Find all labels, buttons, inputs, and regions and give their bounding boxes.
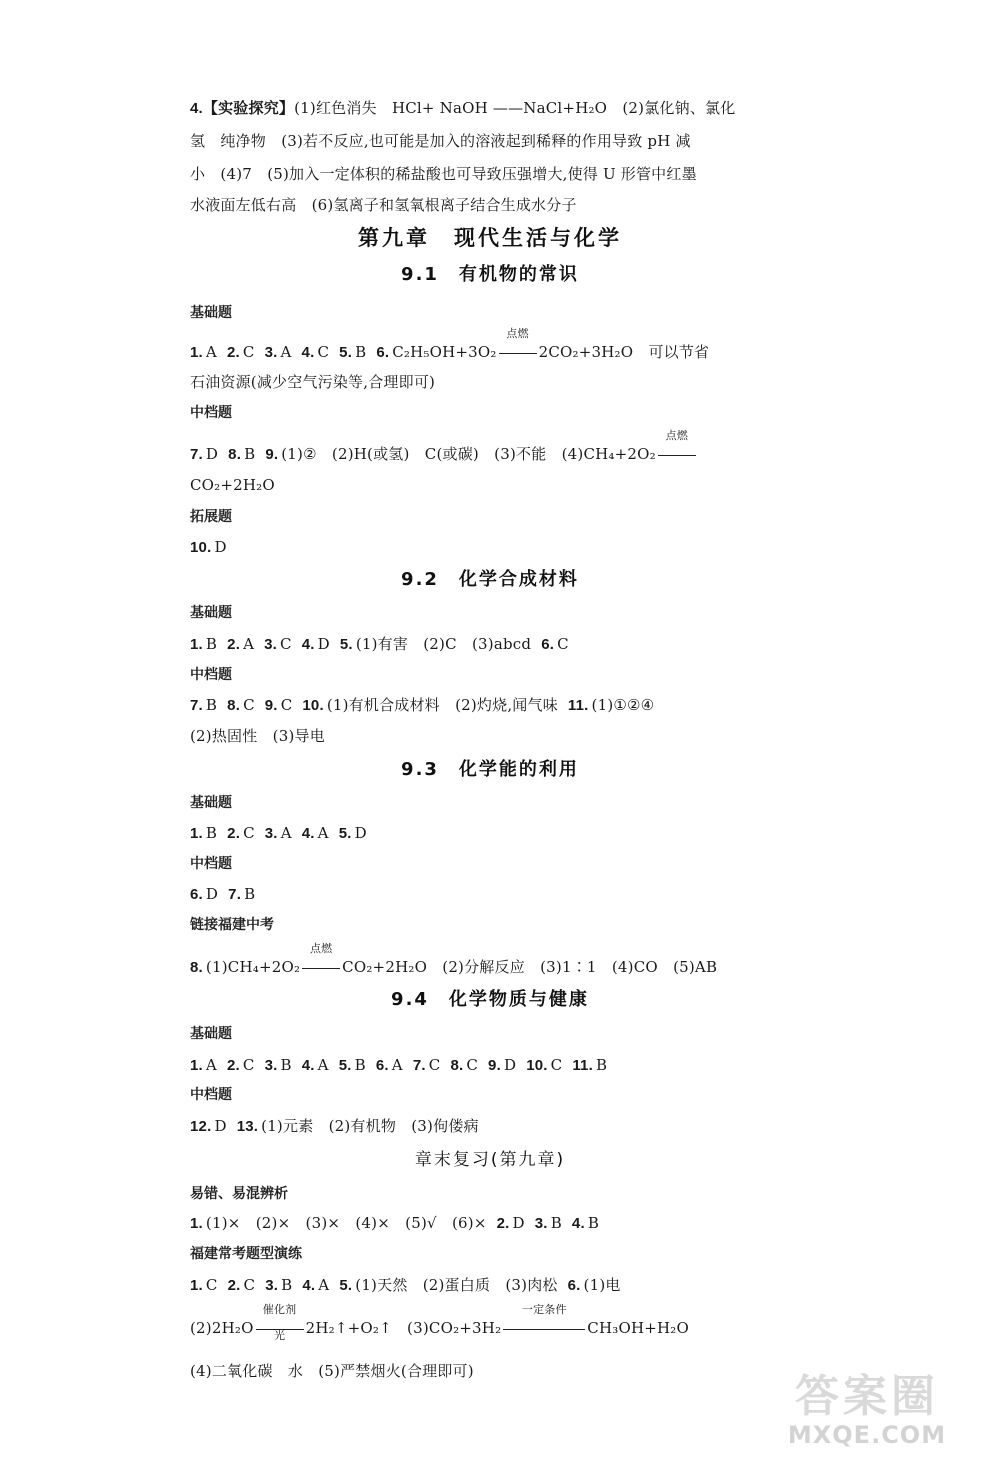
- answer-number: 3.: [264, 1057, 278, 1074]
- answer-value: B: [355, 343, 367, 361]
- answer-item: [227, 1055, 255, 1076]
- s93-mid-label: 中档题: [190, 856, 232, 872]
- answer-value: B: [280, 1056, 292, 1074]
- rv-cond2: 一定条件: [521, 1303, 567, 1316]
- answer-value: A: [317, 824, 329, 842]
- q9-num: 9.: [265, 446, 279, 463]
- answer-number: 2.: [227, 825, 241, 842]
- answer-value: B: [595, 1056, 608, 1074]
- rv-l3-b: 2H₂↑+O₂↑ (3)CO₂+3H₂: [305, 1319, 502, 1337]
- answer-value: D: [214, 1117, 227, 1135]
- answer-item: [227, 695, 255, 716]
- answer-item: [376, 1055, 403, 1076]
- answer-number: 1.: [190, 1215, 203, 1232]
- s91-mid-label: 中档题: [190, 405, 232, 421]
- answer-number: 8.: [450, 1057, 464, 1074]
- answer-item: [228, 1275, 256, 1296]
- answer-value: B: [354, 1056, 366, 1074]
- review-fj-line: [190, 1275, 790, 1296]
- answer-number: 7.: [228, 886, 242, 903]
- answer-item: [497, 1213, 525, 1234]
- answer-item: [413, 1055, 441, 1076]
- answer-value: D: [503, 1056, 517, 1074]
- answer-number: 7.: [190, 697, 203, 714]
- answer-item: [302, 823, 329, 844]
- answer-value: (1)①②④: [591, 696, 655, 714]
- answer-value: (1)有机合成材料 (2)灼烧,闻气味: [326, 696, 558, 714]
- watermark-text: 答案圈: [795, 1371, 939, 1422]
- answer-number: 5.: [338, 825, 352, 842]
- answer-number: 2.: [226, 1057, 240, 1074]
- answer-value: D: [512, 1214, 525, 1232]
- answer-value: C: [557, 635, 569, 653]
- answer-number: 2.: [227, 636, 241, 653]
- review-fj-line-3: (4)二氧化碳 水 (5)严禁烟火(合理即可): [190, 1362, 474, 1380]
- q4-lead: 4.【实验探究】: [190, 100, 295, 117]
- q4-text-1: (1)红色消失 HCl+ NaOH ——NaCl+H₂O (2)氯化钠、氯化: [294, 99, 736, 117]
- watermark-url: MXQE.COM: [787, 1421, 947, 1449]
- answer-number: 9.: [488, 1057, 501, 1074]
- answer-value: C: [280, 696, 293, 714]
- answer-item: [228, 444, 255, 465]
- answer-value: (1)天然 (2)蛋白质 (3)肉松: [355, 1276, 558, 1294]
- q4-line-2: 氢 纯净物 (3)若不反应,也可能是加入的溶液起到稀释的作用导致 pH 减: [190, 132, 691, 150]
- answer-value: A: [205, 343, 217, 361]
- s91-mid-answers: [190, 445, 265, 463]
- answer-value: A: [318, 1276, 330, 1294]
- answer-value: A: [317, 1056, 329, 1074]
- answer-number: 3.: [534, 1215, 548, 1232]
- answer-item: [265, 342, 292, 363]
- answer-item: [572, 1055, 607, 1076]
- review-fj-label: 福建常考题型演练: [190, 1246, 302, 1262]
- review-err-label: 易错、易混辨析: [190, 1186, 288, 1202]
- s93-link-label: 链接福建中考: [190, 917, 274, 933]
- answer-number: 1.: [190, 825, 203, 842]
- answer-number: 1.: [190, 344, 203, 361]
- answer-number: 2.: [496, 1215, 510, 1232]
- answer-value: B: [550, 1214, 562, 1232]
- watermark-logo: [752, 1373, 982, 1463]
- answer-number: 11.: [572, 1057, 593, 1074]
- answer-value: B: [205, 635, 218, 653]
- answer-number: 11.: [567, 697, 589, 714]
- answer-number: 6.: [375, 1057, 389, 1074]
- answer-item: [302, 1275, 329, 1296]
- answer-value: C: [428, 1056, 441, 1074]
- answer-number: 1.: [190, 636, 203, 653]
- answer-value: B: [244, 445, 256, 463]
- answer-item: [190, 444, 218, 465]
- answer-number: 8.: [228, 446, 242, 463]
- q6-num: 6.: [376, 344, 390, 361]
- q6-cond: 点燃: [506, 327, 529, 340]
- answer-number: 5.: [339, 344, 353, 361]
- s91-mid-line: [190, 429, 790, 465]
- answer-number: 2.: [227, 1277, 241, 1294]
- answer-number: 4.: [302, 1277, 316, 1294]
- q4-line-4: 水液面左低右高 (6)氢离子和氢氧根离子结合生成水分子: [190, 196, 577, 214]
- answer-item: [302, 1055, 329, 1076]
- q6-left: C₂H₅OH+3O₂: [392, 343, 497, 361]
- answer-number: 3.: [264, 344, 278, 361]
- answer-number: 4.: [301, 636, 315, 653]
- answer-item: [568, 695, 654, 716]
- answer-number: 3.: [264, 636, 278, 653]
- section-9-2-title: 9.2 化学合成材料: [401, 569, 579, 590]
- answer-number: 3.: [265, 1277, 279, 1294]
- answer-number: 1.: [190, 1057, 203, 1074]
- answer-value: A: [243, 635, 255, 653]
- answer-value: C: [280, 635, 292, 653]
- answer-item: [265, 1275, 292, 1296]
- answer-value: C: [243, 1276, 256, 1294]
- s93-link-line: [190, 942, 790, 978]
- answer-item: [488, 1055, 516, 1076]
- reaction-condition: [503, 1303, 585, 1338]
- answer-value: C: [242, 1056, 255, 1074]
- reaction-condition: [499, 327, 537, 362]
- answer-value: B: [205, 824, 218, 842]
- answer-number: 4.: [301, 825, 315, 842]
- s91-basic-answers: [190, 343, 376, 361]
- s93-basic-line: [190, 823, 790, 844]
- s94-basic-line: [190, 1055, 790, 1076]
- answer-item: [535, 1213, 562, 1234]
- s91-ext-line: [190, 537, 790, 558]
- answer-item: [265, 823, 292, 844]
- answer-item: [190, 1116, 227, 1137]
- s91-mid-line-2: CO₂+2H₂O: [190, 476, 275, 494]
- q6-right: 2CO₂+3H₂O 可以节省: [538, 343, 710, 361]
- answer-item: [568, 1275, 621, 1296]
- answer-value: D: [354, 824, 367, 842]
- answer-item: [190, 884, 218, 905]
- answer-item: [190, 342, 217, 363]
- q4-line-1: [190, 98, 790, 119]
- answer-number: 3.: [264, 825, 278, 842]
- answer-value: B: [205, 696, 218, 714]
- s91-basic-line-2: 石油资源(减少空气污染等,合理即可): [190, 373, 436, 391]
- answer-number: 4.: [571, 1215, 585, 1232]
- answer-item: [339, 1055, 366, 1076]
- answer-item: [541, 634, 569, 655]
- reaction-bar: [658, 455, 696, 456]
- s93-mid-line: [190, 884, 790, 905]
- answer-number: 5.: [339, 636, 353, 653]
- answer-item: [339, 823, 367, 844]
- answer-item: [190, 1055, 217, 1076]
- s91-basic-line: [190, 327, 790, 363]
- answer-value: (1)有害 (2)C (3)abcd: [355, 635, 532, 653]
- s93-basic-label: 基础题: [190, 795, 232, 811]
- s92-mid-label: 中档题: [190, 667, 232, 683]
- answer-value: C: [242, 343, 255, 361]
- answer-value: A: [391, 1056, 403, 1074]
- answer-item: [302, 634, 330, 655]
- answer-item: [450, 1055, 478, 1076]
- answer-item: [264, 634, 292, 655]
- answer-item: [228, 884, 255, 905]
- answer-number: 5.: [339, 1277, 353, 1294]
- answer-number: 10.: [302, 697, 324, 714]
- answer-value: (1)元素 (2)有机物 (3)佝偻病: [261, 1117, 479, 1135]
- answer-number: 4.: [301, 1057, 315, 1074]
- answer-value: D: [205, 885, 219, 903]
- s92-basic-label: 基础题: [190, 605, 232, 621]
- answer-value: (1)× (2)× (3)× (4)× (5)√ (6)×: [205, 1214, 487, 1232]
- answer-value: C: [205, 1276, 218, 1294]
- answer-item: [265, 695, 293, 716]
- s94-mid-label: 中档题: [190, 1087, 232, 1103]
- answer-value: A: [280, 343, 292, 361]
- rv-l3-c: CH₃OH+H₂O: [587, 1319, 690, 1337]
- answer-number: 6.: [190, 886, 203, 903]
- s92-mid-line-2: (2)热固性 (3)导电: [190, 727, 325, 745]
- answer-item: [237, 1116, 479, 1137]
- answer-number: 6.: [541, 636, 555, 653]
- q4-line-3: 小 (4)7 (5)加入一定体积的稀盐酸也可导致压强增大,使得 U 形管中红墨: [190, 165, 697, 183]
- s94-basic-label: 基础题: [190, 1026, 232, 1042]
- answer-item: [227, 634, 254, 655]
- answer-item: [572, 1213, 599, 1234]
- s94-mid-line: [190, 1116, 790, 1137]
- answer-item: [526, 1055, 562, 1076]
- answer-number: 4.: [301, 344, 315, 361]
- q8-left: (1)CH₄+2O₂: [205, 958, 301, 976]
- answer-value: D: [317, 635, 330, 653]
- answer-number: 8.: [227, 697, 241, 714]
- rv-cond-top: 催化剂: [262, 1303, 297, 1316]
- reaction-bar: [499, 353, 537, 354]
- answer-value: D: [214, 538, 227, 556]
- answer-number: 6.: [567, 1277, 581, 1294]
- answer-value: A: [205, 1056, 217, 1074]
- q8-num: 8.: [190, 959, 203, 976]
- answer-number: 9.: [264, 697, 278, 714]
- answer-number: 7.: [412, 1057, 426, 1074]
- answer-item: [227, 823, 255, 844]
- answer-value: B: [244, 885, 256, 903]
- answer-value: (1)电: [583, 1276, 621, 1294]
- reaction-condition: [302, 942, 340, 977]
- answer-item: [190, 1213, 487, 1234]
- answer-number: 12.: [190, 1118, 212, 1135]
- s91-basic-label: 基础题: [190, 305, 232, 321]
- answer-number: 1.: [190, 1277, 203, 1294]
- q9-text: (1)② (2)H(或氢) C(或碳) (3)不能 (4)CH₄+2O₂: [281, 445, 656, 463]
- answer-number: 2.: [226, 344, 240, 361]
- answer-value: C: [317, 343, 330, 361]
- answer-value: C: [550, 1056, 563, 1074]
- q8-cond: 点燃: [309, 942, 333, 955]
- answer-item: [339, 342, 366, 363]
- answer-item: [190, 1275, 218, 1296]
- section-9-4-title: 9.4 化学物质与健康: [391, 989, 589, 1010]
- reaction-condition: [256, 1303, 304, 1342]
- reaction-bar: [503, 1329, 585, 1330]
- answer-item: [339, 1275, 557, 1296]
- reaction-condition: [658, 429, 696, 464]
- answer-value: B: [587, 1214, 600, 1232]
- section-9-1-title: 9.1 有机物的常识: [401, 264, 579, 285]
- answer-number: 10.: [526, 1057, 548, 1074]
- section-9-3-title: 9.3 化学能的利用: [401, 759, 579, 780]
- answer-value: C: [466, 1056, 479, 1074]
- chapter-title: 第九章 现代生活与化学: [358, 226, 622, 250]
- answer-item: [265, 1055, 292, 1076]
- answer-item: [227, 342, 255, 363]
- review-title: 章末复习(第九章): [414, 1150, 566, 1170]
- answer-item: [190, 634, 217, 655]
- reaction-bar: [302, 968, 340, 969]
- answer-value: C: [243, 824, 255, 842]
- answer-item: [340, 634, 531, 655]
- answer-item: [302, 695, 558, 716]
- answer-item: [190, 537, 227, 558]
- s92-basic-line: [190, 634, 790, 655]
- answer-value: D: [205, 445, 219, 463]
- answer-number: 7.: [190, 446, 203, 463]
- s92-mid-line: [190, 695, 790, 716]
- answer-value: B: [281, 1276, 293, 1294]
- answer-number: 13.: [236, 1118, 259, 1135]
- answer-item: [190, 695, 217, 716]
- answer-value: A: [280, 824, 292, 842]
- review-fj-line-2: [190, 1303, 790, 1342]
- answer-item: [302, 342, 330, 363]
- s91-ext-label: 拓展题: [190, 509, 232, 525]
- answer-value: C: [243, 696, 255, 714]
- q8-right: CO₂+2H₂O (2)分解反应 (3)1∶1 (4)CO (5)AB: [342, 958, 718, 976]
- answer-number: 5.: [338, 1057, 352, 1074]
- answer-number: 10.: [190, 539, 212, 556]
- answer-item: [190, 823, 217, 844]
- review-err-line: [190, 1213, 790, 1234]
- rv-cond-bot: 光: [273, 1329, 286, 1342]
- q9-cond: 点燃: [665, 429, 689, 442]
- rv-l3-a: (2)2H₂O: [190, 1319, 254, 1337]
